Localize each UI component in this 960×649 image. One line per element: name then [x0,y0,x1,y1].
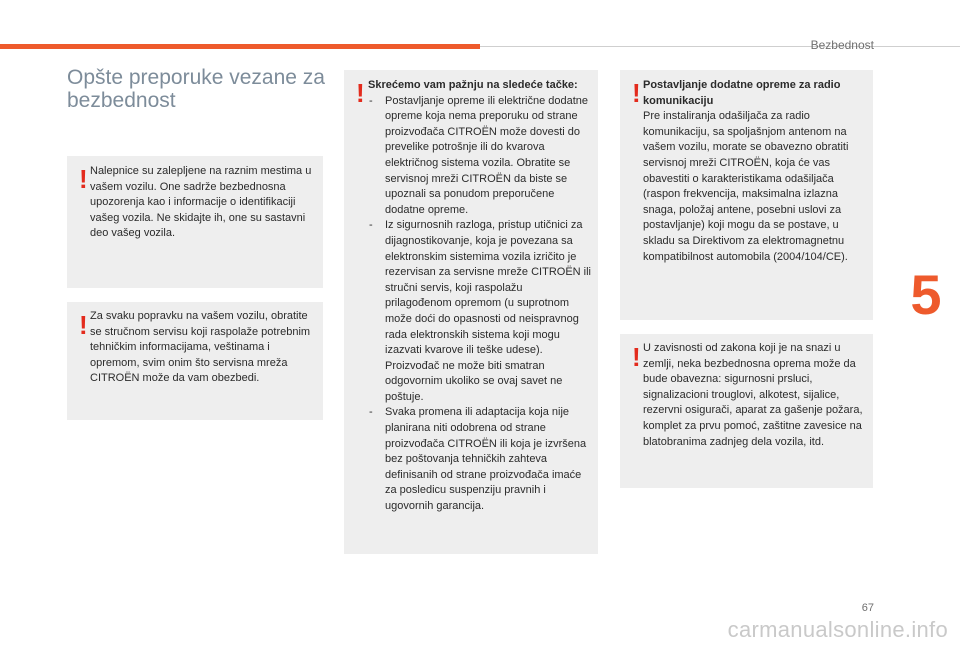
radio-heading: Postavljanje dodatne opreme za radio komunikaciju [643,79,841,107]
list-item: - Svaka promena ili adaptacija koja nije planirana niti odobrena od strane proizvođača CITROËN ili koja je izvršena bez poštovanja tehničkih zahteva definisanih od strane proizvođača imaće za posledicu suspenziju pravnih i ugovornih garancija. [368,405,592,514]
attention-list [368,94,592,515]
warning-icon: ! [632,78,641,108]
watermark: carmanualsonline.info [727,617,948,642]
header-rule [480,46,960,47]
repair-warning-box [67,302,323,420]
radio-warning-box [620,70,873,320]
attention-heading: Skrećemo vam pažnju na sledeće tačke: [368,79,578,91]
legal-warning-box [620,334,873,488]
legal-note-text: U zavisnosti od zakona koji je na snazi u zemlji, neka bezbednosna oprema može da bude obavezna: sigurnosni prsluci, signalizacioni trouglovi, alkotest, sijalice, rezervni osigurači, aparat za gašenje požara, komplet za prvu pomoć, zaštitne zavesice na blatobranima zadnjeg dela vozila, itd. [643,342,863,448]
list-item: - Iz sigurnosnih razloga, pristup utičnici za dijagnostikovanje, koja je povezana sa elektronskim sistemima vozila izričito je rezervisan za servisne mreže CITROËN ili stručni servis, koji raspolažu prilagođenom opremom (u suprotnom može doći do opasnosti od neispravnog rada elektronskih sistema koji mogu izazvati kvarove ili teške udese). Proizvođač ne može biti smatran odgovornim ukoliko se ovaj savet ne poštuje. [368,218,592,405]
radio-body-text: Pre instaliranja odašiljača za radio komunikaciju, sa spoljašnjom antenom na vašem vozilu, morate se obavezno obratiti servisnoj mreži CITROËN, koja će vas obavestiti o karakteristikama odašiljača (raspon frekvencija, maksimalna izlazna snaga, položaj antene, posebni uslovi za postavljanje) koji mogu da se postave, u skladu sa Direktivom za elektromagnetnu kompatibilnost automobila (2004/104/CE). [643,110,849,263]
page-number: 67 [861,602,874,614]
repair-note-text: Za svaku popravku na vašem vozilu, obratite se stručnom servisu koji raspolaže potrebnim tehničkim informacijama, veštinama i opremom, svim onim što servisna mreža CITROËN može da vam obezbedi. [90,310,311,385]
attention-warning-box [344,70,598,554]
header-accent-bar [0,44,480,49]
list-item: - Postavljanje opreme ili električne dodatne opreme koja nema preporuku od strane proizvođača CITROËN može dovesti do prevelike potrošnje ili do kvarova električnog sistema vozila. Obratite se servisnoj mreži CITROËN da biste se upoznali sa ponudom preporučene dodatne opreme. [368,94,592,219]
warning-icon: ! [79,164,88,194]
chapter-number: 5 [910,262,942,326]
warning-icon: ! [79,310,88,340]
warning-icon: ! [632,342,641,372]
section-label: Bezbednost [810,38,874,52]
sticker-warning-box [67,156,323,288]
page-title: Opšte preporuke vezane za bezbednost [67,66,325,112]
sticker-note-text: Nalepnice su zalepljene na raznim mestima u vašem vozilu. One sadrže bezbednosna upozorenja kao i informacije o identifikaciji vašeg vozila. Ne skidajte ih, one su sastavni deo vašeg vozila. [90,165,312,240]
warning-icon: ! [356,78,365,108]
